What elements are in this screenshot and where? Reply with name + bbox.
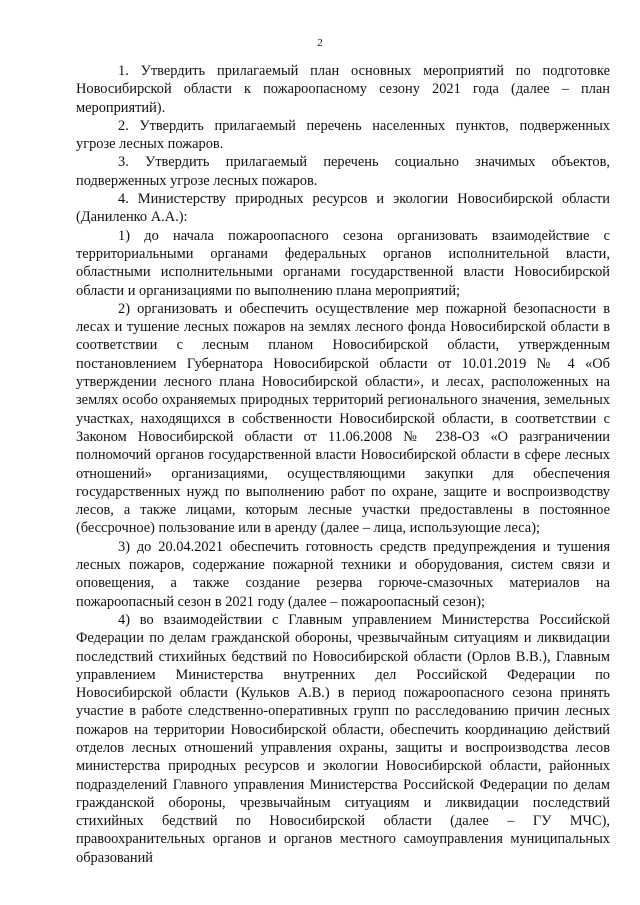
subitem-3: 3) до 20.04.2021 обеспечить готовность средств предупреждения и тушения лесных пожаров, содержание пожарной техники и оборудования, систем связи и оповещения, а также создание резерва горюче-смазочных материалов на пожароопасный сезон в 2021 году (далее – пожароопасный сезон);: [76, 538, 610, 610]
subitem-2: 2) организовать и обеспечить осуществление мер пожарной безопасности в лесах и тушение лесных пожаров на землях лесного фонда Новосибирской области в соответствии с лесным планом Новосибирской области, утвержденным постановлением Губернатора Новосибирской области от 10.01.2019 № 4 «Об утверждении лесного плана Новосибирской области», и лесах, расположенных на землях особо охраняемых природных территорий регионального значения, земельных участках, находящихся в собственности Новосибирской области, в соответствии с Законом Новосибирской области от 11.06.2008 № 238-ОЗ «О разграничении полномочий органов государственной власти Новосибирской области в сфере лесных отношений» организациями, осуществляющими закупки для обеспечения государственных нужд по выполнению работ по охране, защите и воспроизводству лесов, а также лицами, которым лесные участки предоставлены в постоянное (бессрочное) пользование или в аренду (далее – лица, использующие леса);: [76, 300, 610, 537]
document-body: [76, 62, 610, 867]
paragraph-item-3: 3. Утвердить прилагаемый перечень социально значимых объектов, подверженных угрозе лесных пожаров.: [76, 154, 610, 189]
paragraph-item-2: 2. Утвердить прилагаемый перечень населенных пунктов, подверженных угрозе лесных пожаров.: [76, 117, 610, 153]
page-number: 2: [317, 37, 323, 49]
paragraph-item-4: 4. Министерству природных ресурсов и экологии Новосибирской области (Даниленко А.А.):: [76, 191, 610, 226]
subitem-1: 1) до начала пожароопасного сезона организовать взаимодействие с территориальными органами федеральных органов исполнительной власти, областными исполнительными органами государственной власти Новосибирской области и организациями по выполнению плана мероприятий;: [76, 227, 610, 299]
paragraph-item-1: 1. Утвердить прилагаемый план основных мероприятий по подготовке Новосибирской области к пожароопасному сезону 2021 года (далее – план мероприятий).: [76, 63, 610, 116]
subitem-4: 4) во взаимодействии с Главным управлением Министерства Российской Федерации по делам гражданской обороны, чрезвычайным ситуациям и ликвидации последствий стихийных бедствий по Новосибирской области (Орлов В.В.), Главным управлением Министерства внутренних дел Российской Федерации по Новосибирской области (Кульков А.В.) в период пожароопасного сезона принять участие в работе следственно-оперативных групп по расследованию причин лесных пожаров на территории Новосибирской области, обеспечить координацию действий отделов лесных отношений управления охраны, защиты и воспроизводства лесов министерства природных ресурсов и экологии Новосибирской области, районных подразделений Главного управления Министерства Российской Федерации по делам гражданской обороны, чрезвычайным ситуациям и ликвидации последствий стихийных бедствий по Новосибирской области (далее – ГУ МЧС), правоохранительных органов и органов местного самоуправления муниципальных образований: [76, 611, 610, 866]
